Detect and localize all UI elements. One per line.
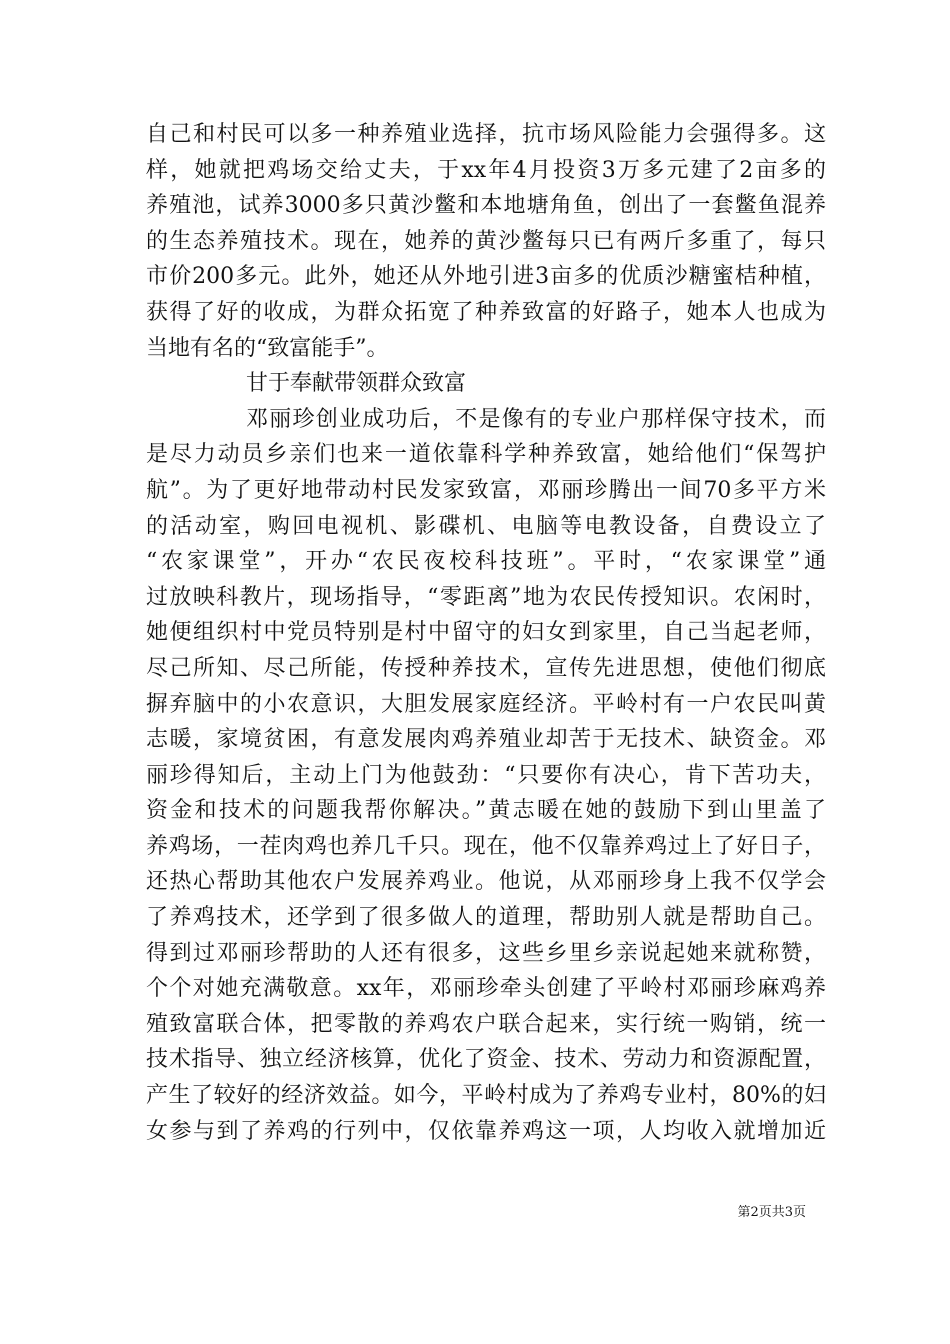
paragraph-line: 的活动室，购回电视机、影碟机、电脑等电教设备，自费设立了: [146, 513, 826, 539]
paragraph-line: 女参与到了养鸡的行列中，仅依靠养鸡这一项，人均收入就增加近: [146, 1118, 826, 1144]
paragraph-line: 志暖，家境贫困，有意发展肉鸡养殖业却苦于无技术、缺资金。邓: [146, 727, 826, 753]
page-number-footer: 第2页共3页: [737, 1205, 806, 1220]
paragraph-line: 邓丽珍创业成功后，不是像有的专业户那样保守技术，而: [246, 406, 826, 432]
paragraph-line: 资金和技术的问题我帮你解决。”黄志暖在她的鼓励下到山里盖了: [146, 798, 826, 824]
paragraph-line: 丽珍得知后，主动上门为他鼓劲：“只要你有决心，肯下苦功夫，: [146, 762, 826, 788]
paragraph-line: 还热心帮助其他农户发展养鸡业。他说，从邓丽珍身上我不仅学会: [146, 869, 826, 895]
paragraph-line: 的生态养殖技术。现在，她养的黄沙鳖每只已有两斤多重了，每只: [146, 228, 826, 254]
paragraph-line: 养殖池，试养3000多只黄沙鳖和本地塘角鱼，创出了一套鳖鱼混养: [146, 193, 826, 219]
paragraph-2: [146, 402, 826, 1149]
paragraph-line: 获得了好的收成，为群众拓宽了种养致富的好路子，她本人也成为: [146, 299, 826, 325]
paragraph-line: 尽己所知、尽己所能，传授种养技术，宣传先进思想，使他们彻底: [146, 655, 826, 681]
paragraph-line: 技术指导、独立经济核算，优化了资金、技术、劳动力和资源配置，: [146, 1047, 826, 1073]
paragraph-line: 是尽力动员乡亲们也来一道依靠科学种养致富，她给他们“保驾护: [146, 442, 826, 468]
paragraph-line: 了养鸡技术，还学到了很多做人的道理，帮助别人就是帮助自己。: [146, 905, 826, 931]
paragraph-line: 过放映科教片，现场指导，“零距离”地为农民传授知识。农闲时，: [146, 584, 826, 610]
paragraph-line: 摒弃脑中的小农意识，大胆发展家庭经济。平岭村有一户农民叫黄: [146, 691, 826, 717]
paragraph-line: 她便组织村中党员特别是村中留守的妇女到家里，自己当起老师，: [146, 620, 826, 646]
paragraph-line: 当地有名的“致富能手”。: [146, 335, 389, 361]
paragraph-line: 养鸡场，一茬肉鸡也养几千只。现在，他不仅靠养鸡过上了好日子，: [146, 833, 826, 859]
document-body: [146, 117, 826, 1149]
paragraph-line: 得到过邓丽珍帮助的人还有很多，这些乡里乡亲说起她来就称赞，: [146, 940, 826, 966]
paragraph-line: 航”。为了更好地带动村民发家致富，邓丽珍腾出一间70多平方米: [146, 477, 826, 503]
paragraph-line: 市价200多元。此外，她还从外地引进3亩多的优质沙糖蜜桔种植，: [146, 264, 826, 290]
section-heading: 甘于奉献带领群众致富: [246, 371, 467, 397]
paragraph-line: “农家课堂”，开办“农民夜校科技班”。平时，“农家课堂”通: [146, 549, 826, 575]
paragraph-line: 样，她就把鸡场交给丈夫，于xx年4月投资3万多元建了2亩多的: [146, 157, 826, 183]
paragraph-line: 个个对她充满敬意。xx年，邓丽珍牵头创建了平岭村邓丽珍麻鸡养: [146, 976, 826, 1002]
paragraph-line: 产生了较好的经济效益。如今，平岭村成为了养鸡专业村，80%的妇: [146, 1083, 826, 1109]
paragraph-line: 殖致富联合体，把零散的养鸡农户联合起来，实行统一购销，统一: [146, 1011, 826, 1037]
paragraph-1: [146, 117, 826, 366]
paragraph-line: 自己和村民可以多一种养殖业选择，抗市场风险能力会强得多。这: [146, 122, 826, 147]
